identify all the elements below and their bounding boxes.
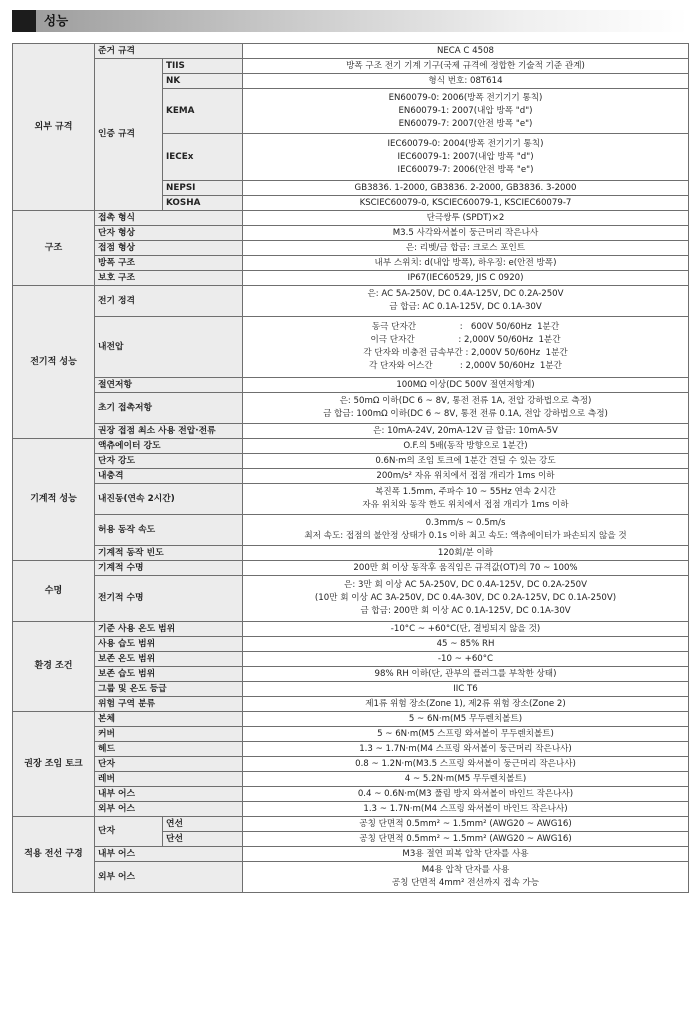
spec-value-line: 공칭 단면적 0.5mm² ~ 1.5mm² (AWG20 ~ AWG16) [359, 818, 572, 829]
spec-value [243, 271, 689, 286]
spec-value [243, 862, 689, 893]
spec-value-line: 내부 스위치: d(내압 방폭), 하우징: e(안전 방폭) [374, 257, 557, 268]
spec-subitem-label: NK [163, 74, 243, 89]
spec-value-line: 100MΩ 이상(DC 500V 절연저항계) [396, 379, 535, 390]
spec-item-label: 인증 규격 [95, 59, 163, 211]
spec-value [243, 211, 689, 226]
spec-value-line: 5 ~ 6N·m(M5 스프링 와셔볼이 무두렌치볼트) [377, 728, 554, 739]
spec-value-line: 0.8 ~ 1.2N·m(M3.5 스프링 와셔볼이 둥근머리 작은나사) [355, 758, 576, 769]
spec-value [243, 576, 689, 622]
spec-value-line: 45 ~ 85% RH [436, 638, 495, 649]
spec-item-label: 내전압 [95, 317, 243, 378]
spec-value-line: -10°C ~ +60°C(단, 결빙되지 않을 것) [390, 623, 541, 634]
spec-item-label: 절연저항 [95, 378, 243, 393]
spec-row [13, 712, 689, 727]
spec-row [13, 637, 689, 652]
spec-value [243, 561, 689, 576]
spec-value [243, 667, 689, 682]
spec-value [243, 817, 689, 832]
spec-row [13, 546, 689, 561]
spec-row [13, 862, 689, 893]
spec-value [243, 727, 689, 742]
spec-item-label: 단자 [95, 757, 243, 772]
spec-row [13, 742, 689, 757]
spec-value-line: 공칭 단면적 0.5mm² ~ 1.5mm² (AWG20 ~ AWG16) [359, 833, 572, 844]
spec-item-label: 본체 [95, 712, 243, 727]
spec-row [13, 652, 689, 667]
spec-group-label: 구조 [13, 211, 95, 286]
spec-group-label: 전기적 성능 [13, 286, 95, 439]
spec-item-label: 기준 사용 온도 범위 [95, 622, 243, 637]
spec-row [13, 424, 689, 439]
spec-item-label: 기계적 동작 빈도 [95, 546, 243, 561]
spec-value-line: 각 단자와 어스간 : 2,000V 50/60Hz 1분간 [368, 361, 562, 371]
spec-value [243, 757, 689, 772]
spec-subitem-label: IECEx [163, 134, 243, 181]
spec-subitem-label: 연선 [163, 817, 243, 832]
spec-value [243, 712, 689, 727]
spec-item-label: 방폭 구조 [95, 256, 243, 271]
section-marker-square [12, 10, 36, 32]
spec-value [243, 378, 689, 393]
spec-item-label: 커버 [95, 727, 243, 742]
spec-value [243, 787, 689, 802]
spec-row [13, 576, 689, 622]
spec-item-label: 그룹 및 온도 등급 [95, 682, 243, 697]
spec-value [243, 546, 689, 561]
spec-item-label: 기계적 수명 [95, 561, 243, 576]
spec-value-line: 200만 회 이상 동작후 움직임은 규격값(OT)의 70 ~ 100% [353, 562, 578, 573]
spec-item-label: 전기 정격 [95, 286, 243, 317]
spec-item-label: 내충격 [95, 469, 243, 484]
spec-value-line: M4용 압착 단자를 사용 [421, 865, 510, 875]
spec-row [13, 241, 689, 256]
spec-value-line: 자유 위치와 동작 한도 위치에서 접점 개리가 1ms 이하 [362, 500, 569, 510]
spec-value-line: 은: AC 5A-250V, DC 0.4A-125V, DC 0.2A-250V [367, 289, 564, 299]
spec-row [13, 561, 689, 576]
spec-value [243, 424, 689, 439]
spec-row [13, 772, 689, 787]
spec-row [13, 317, 689, 378]
spec-value-line: 금 합금: 200만 회 이상 AC 0.1A-125V, DC 0.1A-30V [360, 606, 571, 616]
spec-value-line: 이극 단자간 : 2,000V 50/60Hz 1분간 [370, 335, 561, 345]
spec-value [243, 772, 689, 787]
spec-value-line: 0.4 ~ 0.6N·m(M3 풀림 방지 와셔볼이 바인드 작은나사) [357, 788, 574, 799]
spec-value [243, 317, 689, 378]
spec-value-line: EN60079-7: 2007(안전 방폭 "e") [398, 118, 533, 129]
spec-value-line: M3.5 사각와셔볼이 둥근머리 작은나사 [392, 227, 539, 238]
spec-value-line: 200m/s² 자유 위치에서 접점 개리가 1ms 이하 [376, 470, 555, 481]
spec-value-line: 0.3mm/s ~ 0.5m/s [425, 518, 506, 528]
spec-value-line: GB3836. 1-2000, GB3836. 2-2000, GB3836. 3-2000 [354, 182, 577, 193]
spec-value-line: EN60079-1: 2007(내압 방폭 "d") [398, 105, 533, 116]
spec-row [13, 787, 689, 802]
spec-group-label: 적용 전선 구경 [13, 817, 95, 893]
spec-value [243, 469, 689, 484]
spec-value [243, 847, 689, 862]
spec-value [243, 439, 689, 454]
spec-row [13, 256, 689, 271]
spec-item-label: 보존 습도 범위 [95, 667, 243, 682]
spec-row [13, 378, 689, 393]
spec-value-line: M3용 절연 피복 압착 단자를 사용 [402, 848, 529, 859]
spec-subitem-label: KOSHA [163, 196, 243, 211]
spec-item-label: 외부 어스 [95, 862, 243, 893]
spec-value-line: IEC60079-1: 2007(내압 방폭 "d") [397, 151, 534, 162]
spec-group-label: 권장 조임 토크 [13, 712, 95, 817]
spec-value [243, 74, 689, 89]
spec-row [13, 515, 689, 546]
spec-item-label: 헤드 [95, 742, 243, 757]
spec-value [243, 226, 689, 241]
spec-value [243, 393, 689, 424]
spec-item-label: 권장 접점 최소 사용 전압·전류 [95, 424, 243, 439]
spec-row [13, 682, 689, 697]
spec-item-label: 내부 어스 [95, 847, 243, 862]
spec-row [13, 667, 689, 682]
spec-value [243, 652, 689, 667]
spec-row [13, 469, 689, 484]
spec-row [13, 727, 689, 742]
spec-value-line: 98% RH 이하(단, 관부의 플러그를 부착한 상태) [374, 668, 557, 679]
spec-group-label: 외부 규격 [13, 44, 95, 211]
spec-row [13, 439, 689, 454]
spec-value-line: KSCIEC60079-0, KSCIEC60079-1, KSCIEC60079-7 [359, 197, 572, 208]
spec-item-label: 사용 습도 범위 [95, 637, 243, 652]
spec-item-label: 전기적 수명 [95, 576, 243, 622]
spec-value-line: O.F.의 5배(동작 방향으로 1분간) [403, 440, 528, 451]
spec-group-label: 수명 [13, 561, 95, 622]
spec-value [243, 622, 689, 637]
spec-value-line: 제1류 위험 장소(Zone 1), 제2류 위험 장소(Zone 2) [365, 698, 566, 709]
spec-value-line: 은: 3만 회 이상 AC 5A-250V, DC 0.4A-125V, DC 0.2A-250V [344, 580, 587, 590]
spec-item-label: 보호 구조 [95, 271, 243, 286]
spec-value-line: 은: 10mA-24V, 20mA-12V 금 합금: 10mA-5V [373, 425, 558, 436]
section-header [12, 10, 688, 32]
spec-row [13, 226, 689, 241]
spec-item-label: 초기 접촉저항 [95, 393, 243, 424]
spec-group-label: 기계적 성능 [13, 439, 95, 561]
spec-item-label: 위험 구역 분류 [95, 697, 243, 712]
spec-value-line: 복진폭 1.5mm, 주파수 10 ~ 55Hz 연속 2시간 [375, 487, 556, 497]
spec-value [243, 832, 689, 847]
spec-value [243, 241, 689, 256]
spec-row [13, 484, 689, 515]
spec-value [243, 697, 689, 712]
section-title: 성능 [44, 13, 69, 28]
spec-row [13, 44, 689, 59]
spec-row [13, 697, 689, 712]
spec-item-label: 준거 규격 [95, 44, 243, 59]
spec-value [243, 134, 689, 181]
spec-item-label: 레버 [95, 772, 243, 787]
spec-item-label: 단자 형상 [95, 226, 243, 241]
spec-value-line: NECA C 4508 [436, 45, 495, 56]
spec-value-line: (10만 회 이상 AC 3A-250V, DC 0.4A-30V, DC 0.2A-125V, DC 0.1A-250V) [314, 593, 617, 603]
spec-value [243, 181, 689, 196]
spec-value-line: IP67(IEC60529, JIS C 0920) [407, 272, 524, 283]
spec-value-line: 은: 50mΩ 이하(DC 6 ~ 8V, 통전 전류 1A, 전압 강하법으로 측정) [339, 396, 592, 406]
spec-item-label: 내진동(연속 2시간) [95, 484, 243, 515]
spec-row [13, 817, 689, 832]
spec-row [13, 286, 689, 317]
spec-value-line: IEC60079-7: 2006(안전 방폭 "e") [397, 164, 534, 175]
spec-subitem-label: TIIS [163, 59, 243, 74]
spec-subitem-label: 단선 [163, 832, 243, 847]
spec-item-label: 접점 형상 [95, 241, 243, 256]
spec-value-line: EN60079-0: 2006(방폭 전기기기 통칙) [388, 92, 543, 103]
spec-value-line: 각 단자와 비충전 금속부간 : 2,000V 50/60Hz 1분간 [363, 348, 568, 358]
spec-row [13, 271, 689, 286]
spec-value-line: IEC60079-0: 2004(방폭 전기기기 통칙) [387, 138, 544, 149]
spec-value [243, 742, 689, 757]
spec-subitem-label: NEPSI [163, 181, 243, 196]
spec-item-label: 내부 어스 [95, 787, 243, 802]
spec-value-line: 5 ~ 6N·m(M5 무두렌치볼트) [408, 713, 523, 724]
spec-value-line: 형식 번호: 08T614 [428, 75, 503, 86]
spec-item-label: 외부 어스 [95, 802, 243, 817]
spec-value [243, 196, 689, 211]
spec-value-line: 120회/분 이하 [437, 547, 494, 558]
spec-value [243, 454, 689, 469]
spec-item-label: 단자 [95, 817, 163, 847]
spec-subitem-label: KEMA [163, 89, 243, 134]
spec-item-label: 허용 동작 속도 [95, 515, 243, 546]
spec-item-label: 접촉 형식 [95, 211, 243, 226]
spec-group-label: 환경 조건 [13, 622, 95, 712]
spec-row [13, 757, 689, 772]
spec-value-line: 방폭 구조 전기 기계 기구(국제 규격에 정합한 기술적 기준 관계) [346, 60, 585, 71]
spec-row [13, 802, 689, 817]
spec-row [13, 622, 689, 637]
spec-value [243, 515, 689, 546]
spec-value [243, 89, 689, 134]
spec-value-line: 단극쌍투 (SPDT)×2 [426, 212, 505, 223]
spec-value-line: 은: 리벳/금 합금: 크로스 포인트 [405, 242, 526, 253]
spec-item-label: 액츄에이터 강도 [95, 439, 243, 454]
spec-value [243, 286, 689, 317]
spec-row [13, 211, 689, 226]
spec-value [243, 802, 689, 817]
spec-value-line: 최저 속도: 접점의 불안정 상태가 0.1s 이하 최고 속도: 액츄에이터가 파손되지 않을 것 [304, 531, 627, 541]
spec-value [243, 484, 689, 515]
spec-row [13, 847, 689, 862]
spec-value-line: 금 합금: AC 0.1A-125V, DC 0.1A-30V [389, 302, 542, 312]
spec-value-line: 4 ~ 5.2N·m(M5 무두렌치볼트) [404, 773, 527, 784]
spec-value-line: 동극 단자간 : 600V 50/60Hz 1분간 [371, 322, 560, 332]
spec-value [243, 59, 689, 74]
spec-row [13, 393, 689, 424]
spec-item-label: 단자 강도 [95, 454, 243, 469]
spec-row [13, 454, 689, 469]
spec-value [243, 682, 689, 697]
spec-table [12, 43, 689, 893]
spec-value-line: 1.3 ~ 1.7N·m(M4 스프링 와셔볼이 둥근머리 작은나사) [359, 743, 572, 754]
spec-value-line: 0.6N·m의 조임 토크에 1분간 견딜 수 있는 강도 [375, 455, 556, 466]
spec-value-line: IIC T6 [453, 683, 478, 694]
spec-value-line: -10 ~ +60°C [437, 653, 494, 664]
spec-value-line: 금 합금: 100mΩ 이하(DC 6 ~ 8V, 통전 전류 0.1A, 전압 강하법으로 측정) [323, 409, 608, 419]
spec-value-line: 1.3 ~ 1.7N·m(M4 스프링 와셔볼이 바인드 작은나사) [363, 803, 568, 814]
spec-item-label: 보존 온도 범위 [95, 652, 243, 667]
spec-value [243, 637, 689, 652]
spec-value [243, 256, 689, 271]
spec-row [13, 59, 689, 74]
spec-value-line: 공칭 단면적 4mm² 전선까지 접속 가능 [391, 878, 540, 888]
spec-value [243, 44, 689, 59]
